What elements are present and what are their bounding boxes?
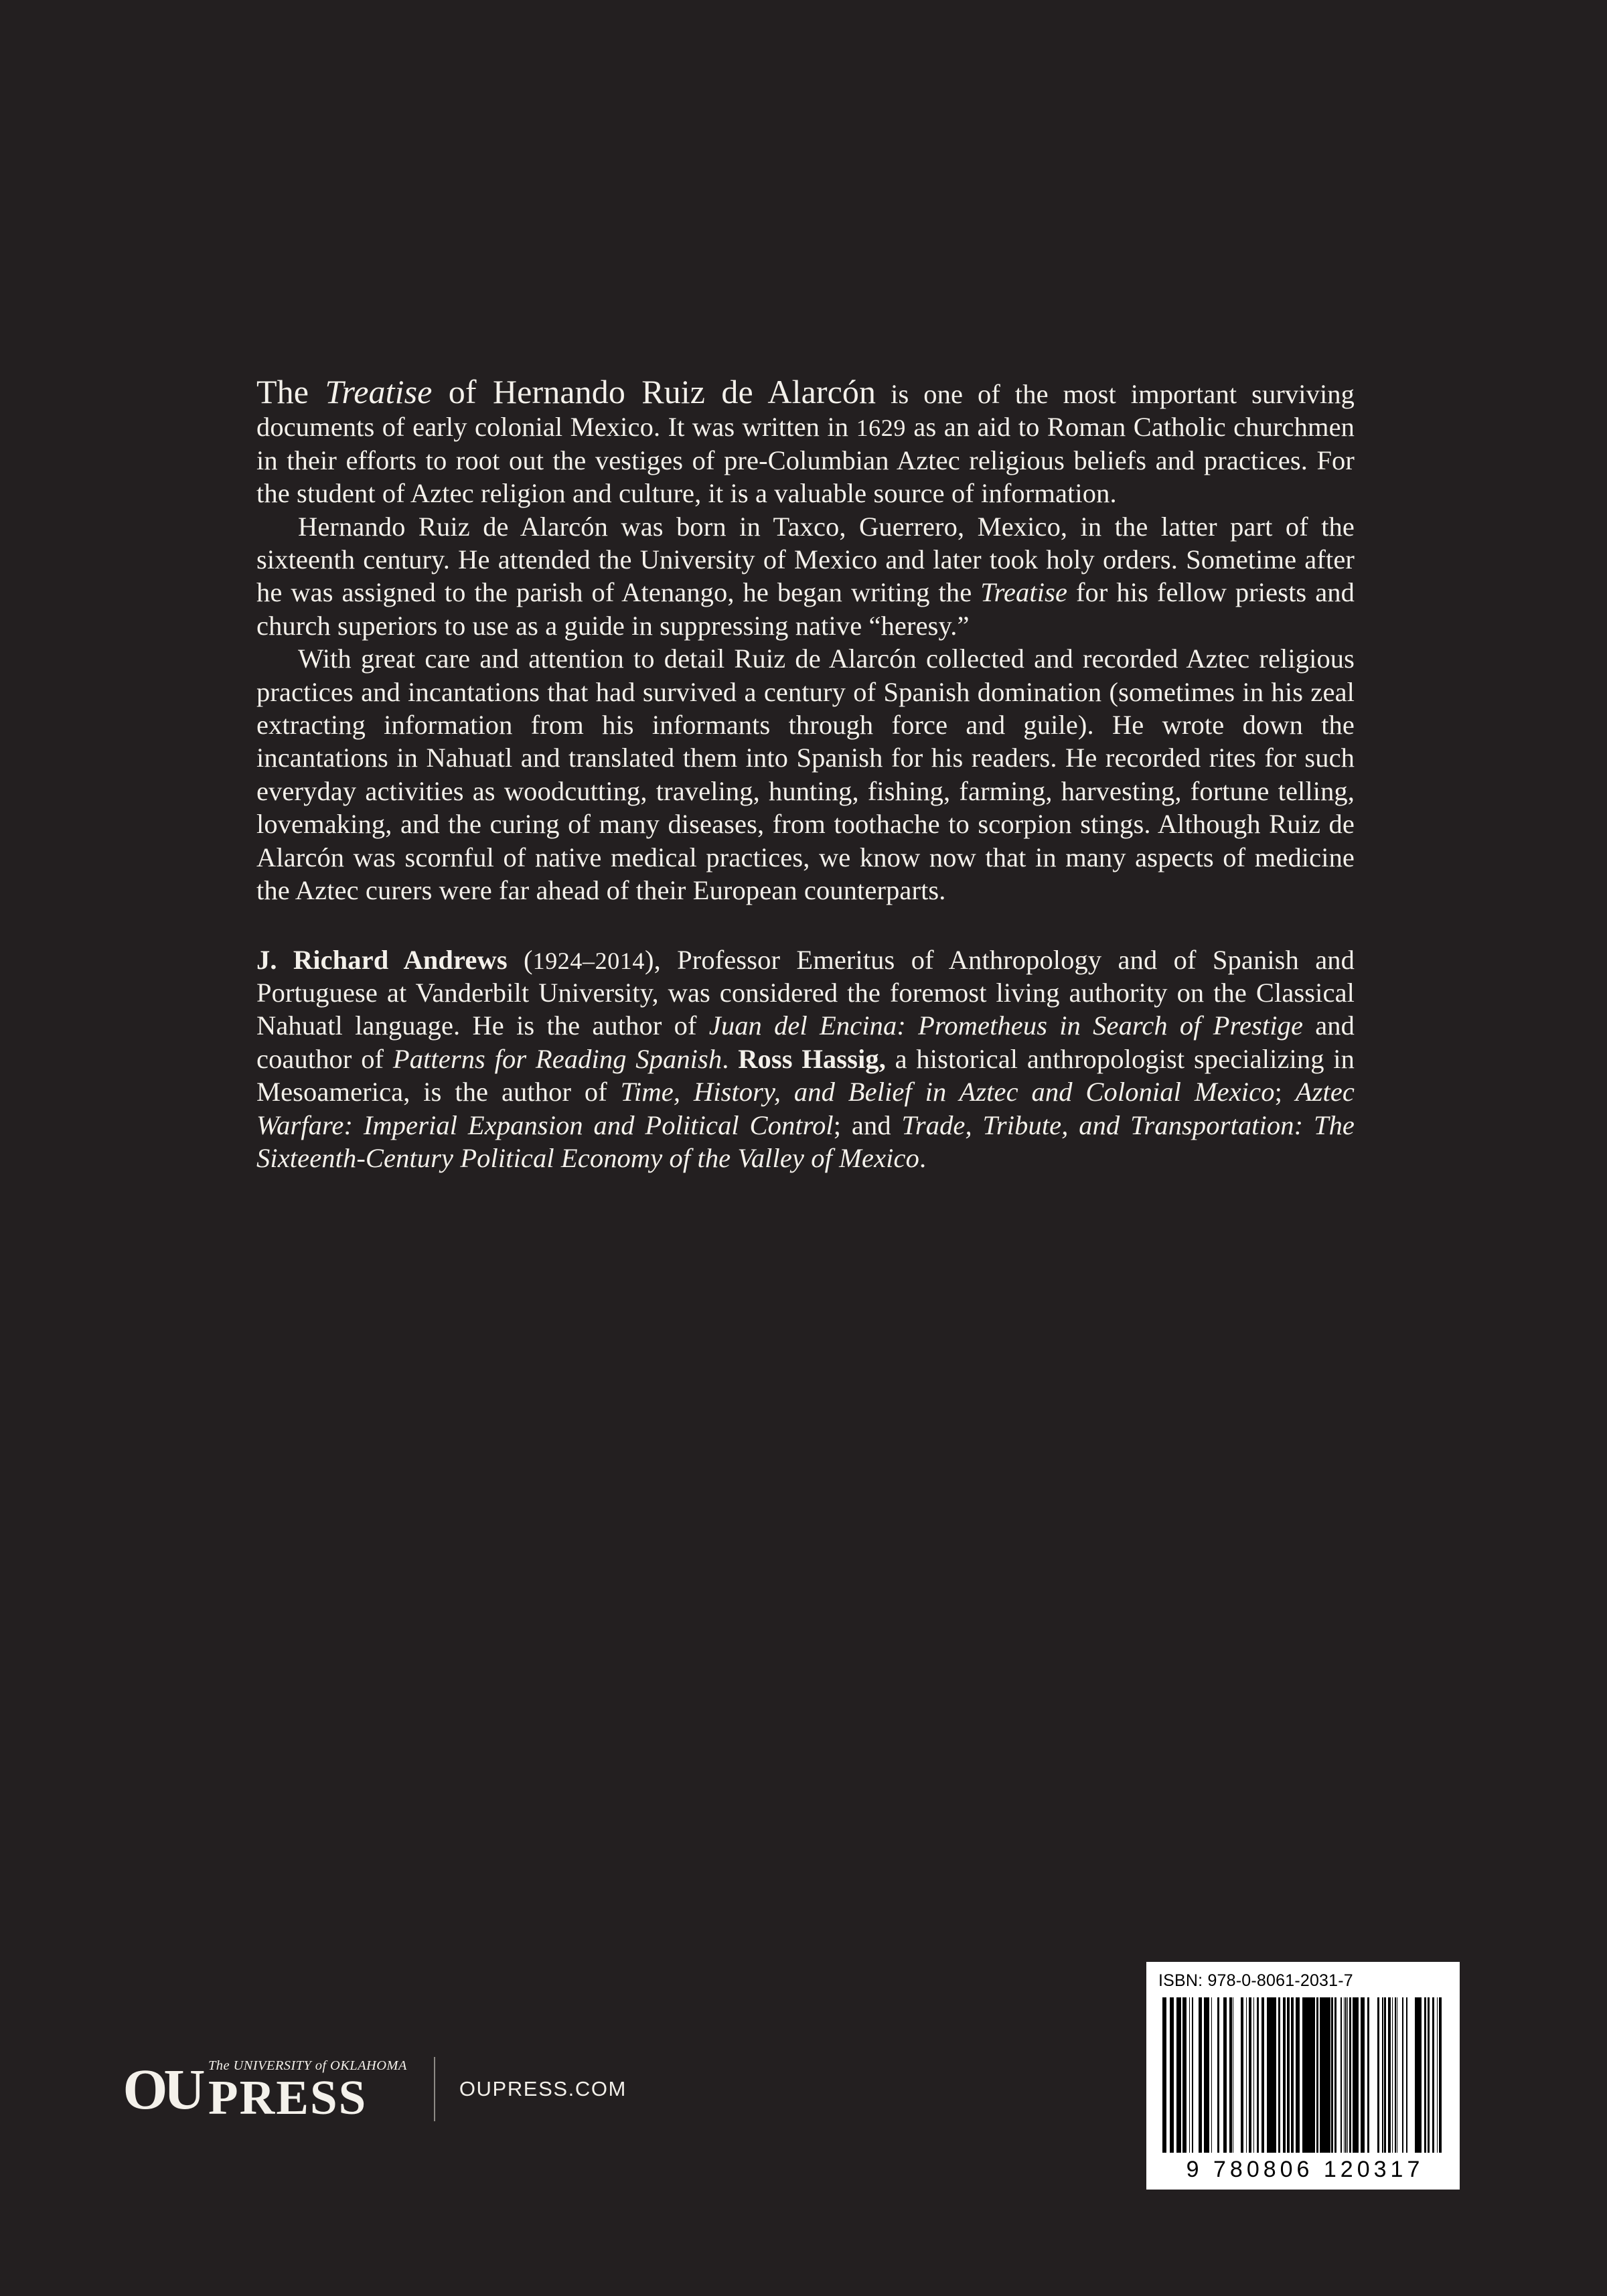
ou-monogram-letters: OU [123,2057,202,2121]
barcode-digits: 9 780806 120317 [1186,2157,1424,2182]
barcode-bars [1158,1997,1448,2153]
publisher-name [208,2058,407,2125]
publisher-press-line: PRESS [208,2070,368,2125]
blurb-paragraph-1: The Treatise of Hernando Ruiz de Alarcón is one of the most important surviving documents of early colonial Mexico. It was written in 1629 as an aid to Roman Catholic churchmen in their efforts to root out the vestiges of pre-Columbian Aztec religious beliefs and practices. For the student of Aztec religion and culture, it is a valuable source of information. [256,373,1355,509]
publisher-website: OUPRESS.COM [459,2077,627,2100]
blurb-paragraph-3: With great care and attention to detail Ruiz de Alarcón collected and recorded Aztec religious practices and incantations that had survived a century of Spanish domination (sometimes in his zeal extracting information from his informants through force and guile). He wrote down the incantations in Nahuatl and translated them into Spanish for his readers. He recorded rites for such everyday activities as woodcutting, traveling, hunting, fishing, farming, harvesting, fortune telling, lovemaking, and the curing of many diseases, from toothache to scorpion stings. Although Ruiz de Alarcón was scornful of native medical practices, we know now that in many aspects of medicine the Aztec curers were far ahead of their European counterparts. [256,643,1355,906]
publisher-logo-block [123,2049,627,2129]
ou-monogram-icon [123,2054,202,2124]
isbn-label: ISBN: 978-0-8061-2031-7 [1158,1971,1353,1990]
author-bio-paragraph: J. Richard Andrews (1924–2014), Professor Emeritus of Anthropology and of Spanish and Portuguese at Vanderbilt University, was considered the foremost living authority on the Classical Nahuatl language. He is the author of Juan del Encina: Prometheus in Search of Prestige and coauthor of Patterns for Reading Spanish. Ross Hassig, a historical anthropologist specializing in Mesoamerica, is the author of Time, History, and Belief in Aztec and Colonial Mexico; Aztec Warfare: Imperial Expansion and Political Control; and Trade, Tribute, and Transportation: The Sixteenth-Century Political Economy of the Valley of Mexico. [256,944,1355,1173]
publisher-university-line: The UNIVERSITY of OKLAHOMA [208,2058,407,2073]
barcode-block [1146,1962,1460,2190]
blurb-paragraph-2: Hernando Ruiz de Alarcón was born in Taxco, Guerrero, Mexico, in the latter part of the sixteenth century. He attended the University of Mexico and later took holy orders. Sometime after he was assigned to the parish of Atenango, he began writing the Treatise for his fellow priests and church superiors to use as a guide in suppressing native “heresy.” [256,511,1355,641]
back-cover-blurb [256,375,1355,1174]
publisher-divider [434,2057,435,2121]
